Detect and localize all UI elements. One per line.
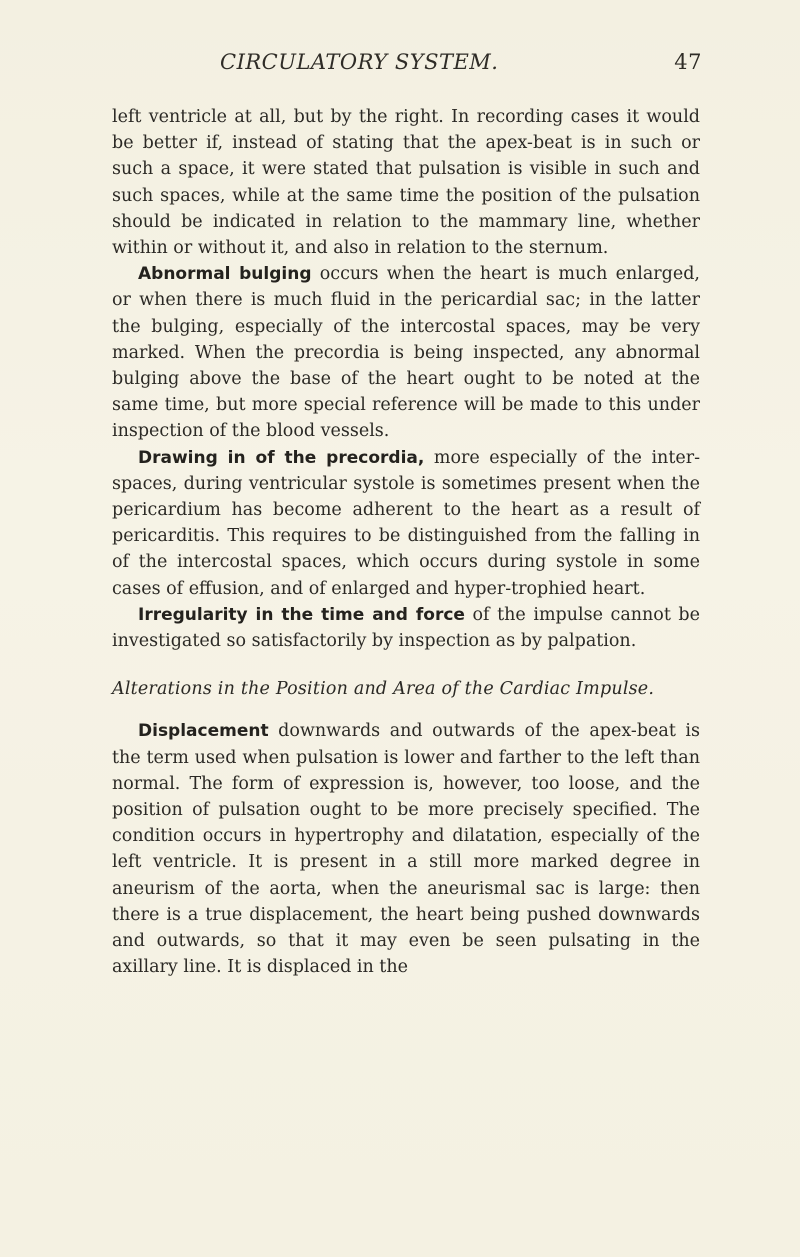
lead-term-abnormal-bulging: Abnormal bulging <box>138 264 312 285</box>
paragraph-body: of the impulse cannot be investigated so satisfactorily by inspection as by palpation. <box>112 604 700 652</box>
lead-term-drawing-in: Drawing in of the precordia, <box>138 447 425 468</box>
body-text <box>112 104 700 981</box>
paragraph-body: more especially of the inter-spaces, during ventricular systole is sometimes present when the pericardium has become adherent to the heart as a result of pericarditis. This requires to be distinguished from the falling in of the intercostal spaces, which occurs during systole in some cases of effusion, and of enlarged and hyper-trophied heart. <box>112 447 700 599</box>
paragraph-body: downwards and outwards of the apex-beat is the term used when pulsation is lower and farther to the left than normal. The form of expression is, however, too loose, and the position of pulsation ought to be more precisely specified. The condition occurs in hypertrophy and dilatation, especially of the left ventricle. It is present in a still more marked degree in aneurism of the aorta, when the aneurismal sac is large: then there is a true displacement, the heart being pushed downwards and outwards, so that it may even be seen pulsating in the axillary line. It is displaced in the <box>112 721 700 978</box>
lead-term-irregularity: Irregularity in the time and force <box>138 604 465 625</box>
paragraph-continuation: left ventricle at all, but by the right. In recording cases it would be better if, instead of stating that the apex-beat is in such or such a space, it were stated that pulsation is visible in such and such spaces, while at the same time the position of the pulsation should be indicated in relation to the mammary line, whether within or without it, and also in relation to the sternum. <box>112 107 700 259</box>
paragraph-abnormal-bulging <box>112 261 700 444</box>
paragraph-drawing-in <box>112 445 700 602</box>
running-head <box>108 50 702 80</box>
lead-term-displacement: Displacement <box>138 721 269 742</box>
running-head-title: CIRCULATORY SYSTEM. <box>220 50 499 74</box>
section-heading: Alterations in the Position and Area of the Cardiac Impulse. <box>112 679 655 700</box>
paragraph-body: occurs when the heart is much enlarged, or when there is much fluid in the pericardial sac; in the latter the bulging, especially of the intercostal spaces, may be very marked. When the precordia is being inspected, any abnormal bulging above the base of the heart ought to be noted at the same time, but more special reference will be made to this under inspection of the blood vessels. <box>112 264 700 442</box>
paragraph-irregularity <box>112 602 700 654</box>
page-number: 47 <box>674 50 702 74</box>
paragraph-displacement <box>112 718 700 980</box>
